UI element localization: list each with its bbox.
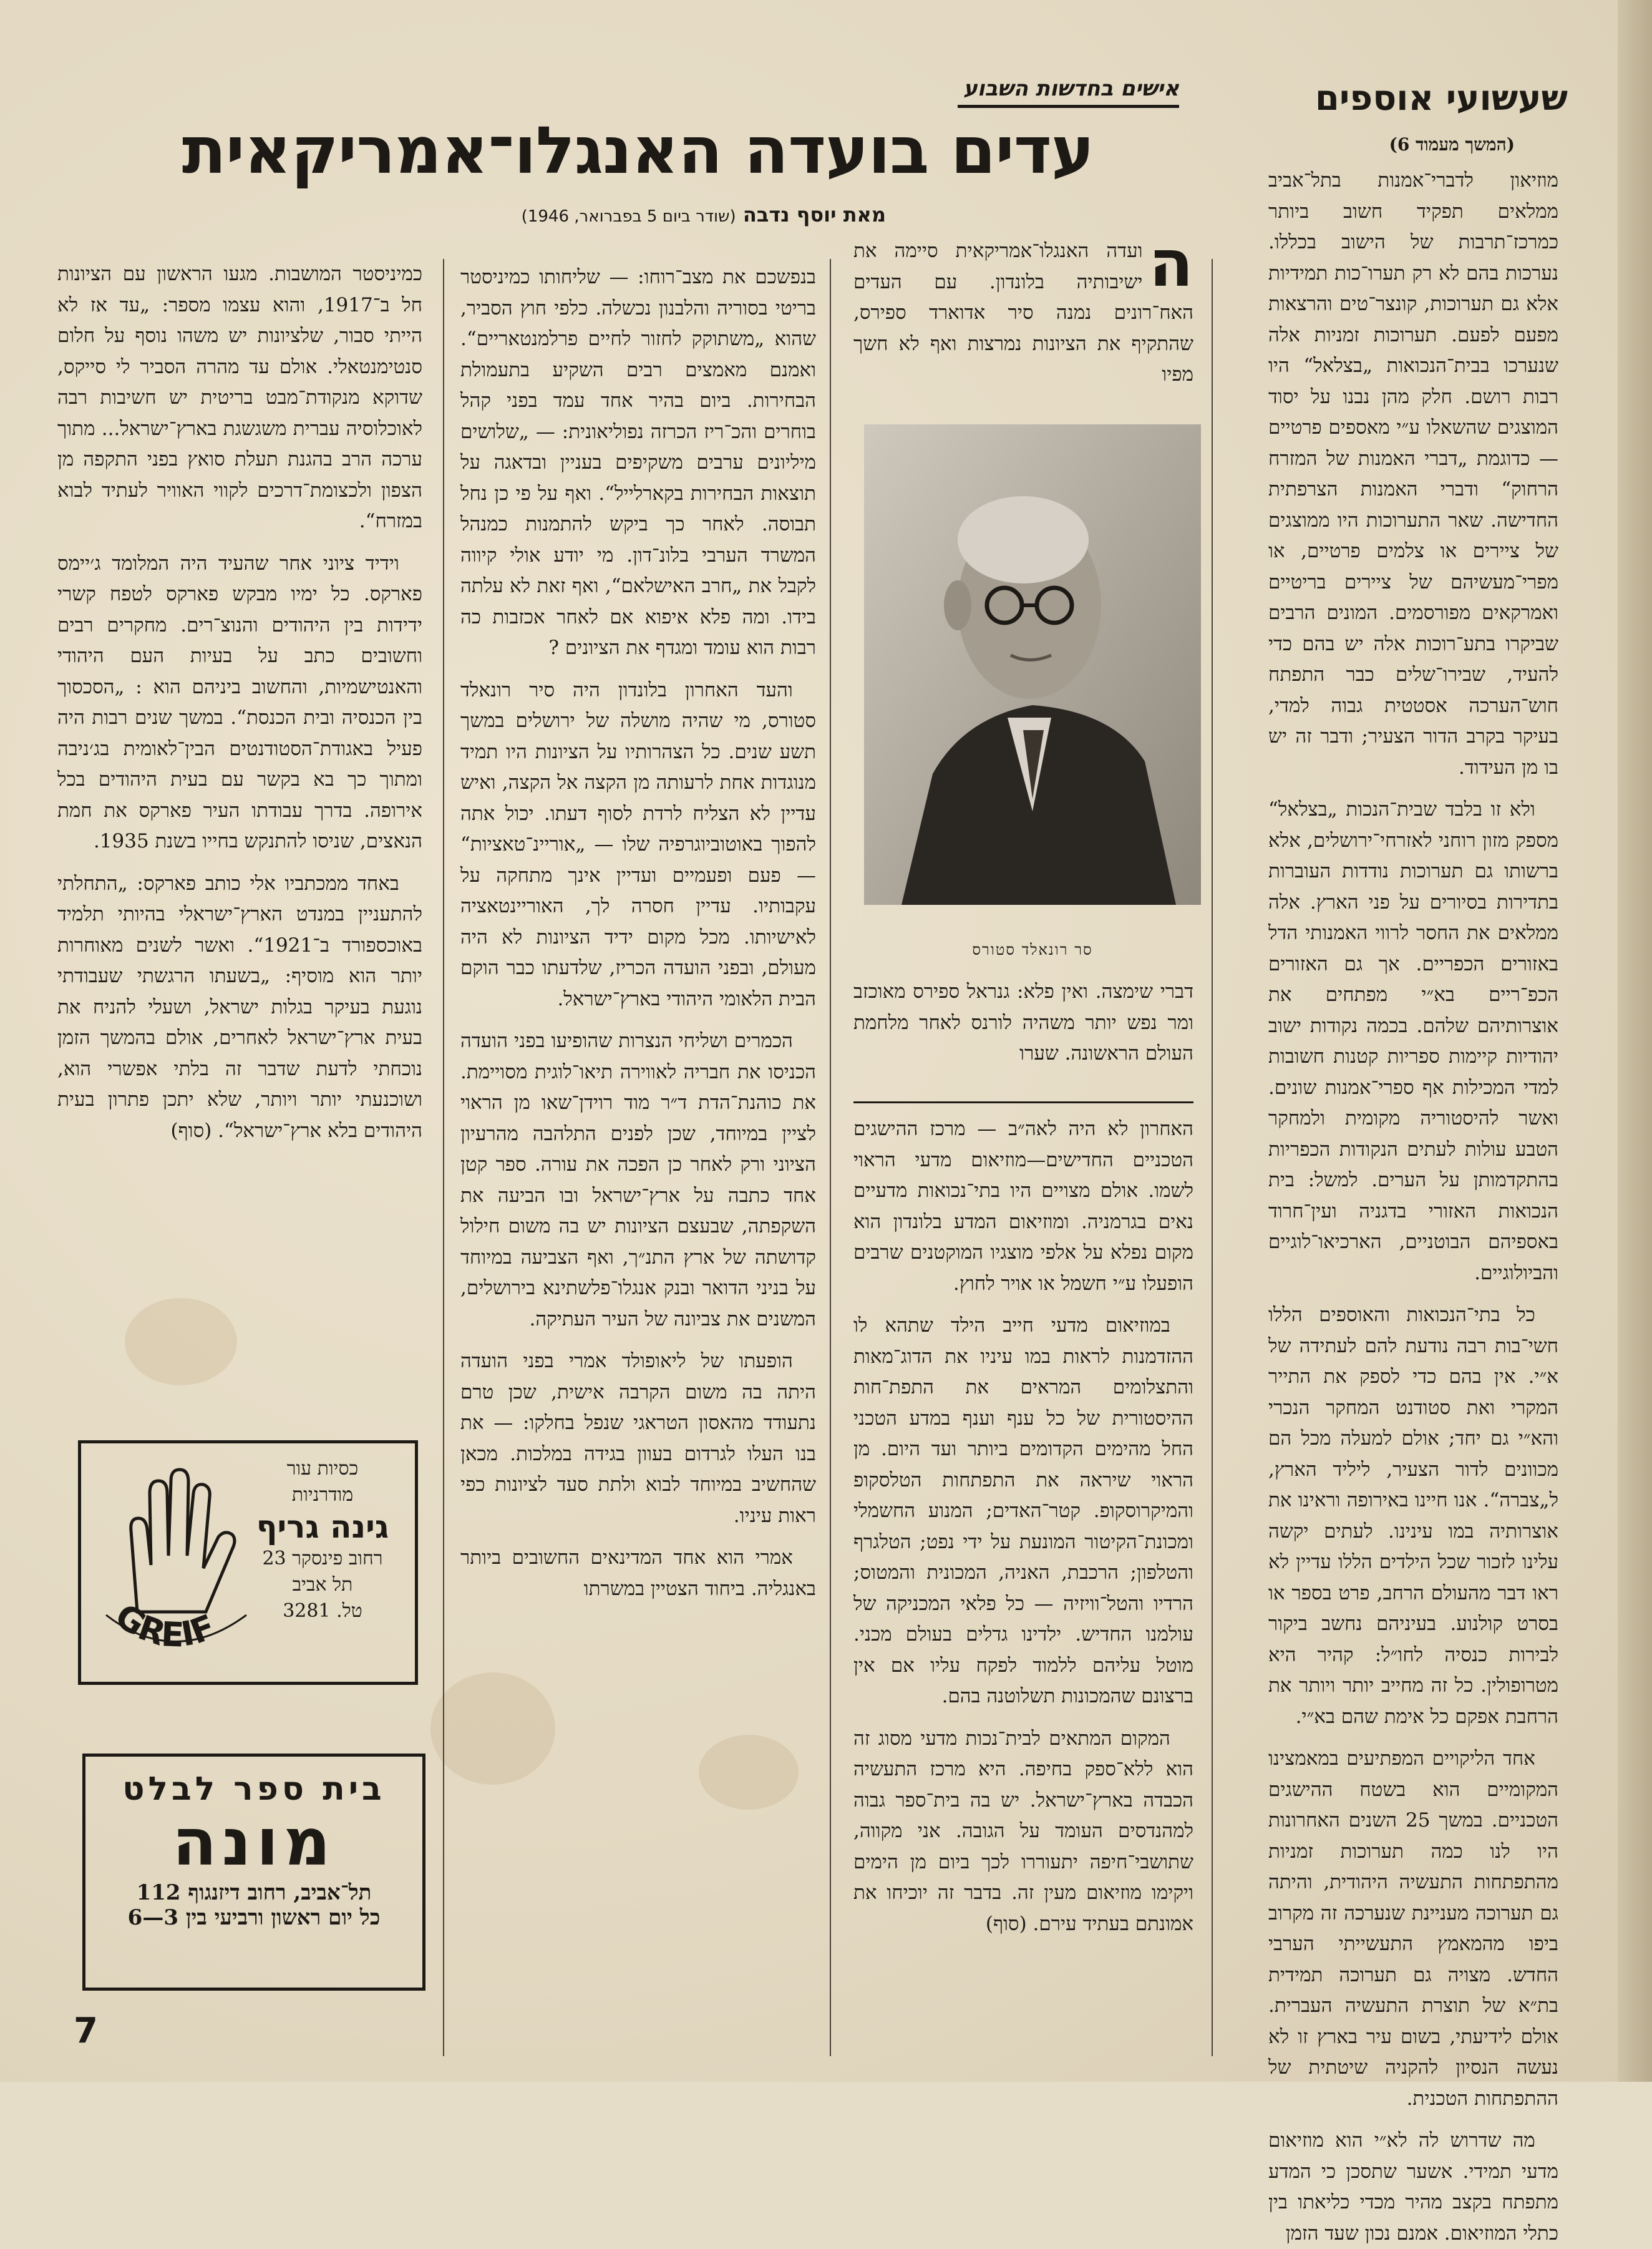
column-left	[57, 259, 422, 1417]
page-number: 7	[74, 2011, 98, 2051]
paragraph: כמיניסטר המושבות. מגעו הראשון עם הציונות חל ב־1917, והוא עצמו מספר: „עד אז לא הייתי סבור, שלציונות יש משהו נוסף על חלום סנטימנטאלי. אולם עד מהרה הסביר לי סייקס, שדוקא מנקודת־מבט בריטית יש חשיבות רבה לאוכלוסיה עברית משגשגת בארץ־ישראל... מתוך ערכה הרב בהגנת תעלת סואץ בפני התקפה מן הצפון ולכצומת־דרכים לקווי האוויר לעתיד לבוא במזרח“.	[57, 263, 423, 532]
portrait-photo	[864, 424, 1201, 905]
paragraph: במוזיאום מדעי חייב הילד שתהא לו ההזדמנות לראות במו עיניו את הדוג־מאות והתצלומים המראים את התפת־חות ההיסטורית של כל ענף וענף במדע הטכני החל מהימים הקדומים ביותר ועד היום. מן הראוי שיראה את התפתחות הטלסקופ והמיקרוסקופ. קטר־האדים; המנוע החשמלי ומכונת־הקיטור המונעת על ידי נפט; הטלגרף והטלפון; הרכבת, האניה, המכונית והמטוס; הרדיו והטל־וויזיה — כל פלאי המכניקה של עולמנו החדיש. ילדינו גדלים בעולם מכני. מוטל עליהם ללמוד לפקח עליו אם אין ברצונם שהמכונות תשלוטנה בהם.	[853, 1314, 1193, 1707]
paragraph: בנפשכם את מצב־רוחו: — שליחותו כמיניסטר בריטי בסוריה והלבנון נכשלה. כלפי חוץ הסביר, שהוא „משתוקק לחזור לחיים פרלמנטאריים“. ואמנם מאמצים רבים השקיע בתעמולת הבחירות. ביום בהיר אחד עמד בפני קהל בוחרים והכ־ריז הכרזה נפוליאונית: — „שלושים מיליונים ערבים משקיפים בעניין ובדאגה על תוצאות הבחירות בקארלייל“. ואף על פי כן נחל תבוסה. לאחר כך ביקש להתמנות כמנהל המשרד הערבי בלונ־דון. מי יודע אולי קיווה לקבל את „חרב האישלאם“, ואף זאת לא עלתה בידו. ומה פלא איפוא אם לאחר אכזבות כה רבות הוא עומד ומגדף את הציונים ?	[460, 266, 816, 659]
glove-brand-logo: GREIF	[108, 1596, 221, 1655]
drop-cap: ה	[1149, 225, 1193, 301]
article-byline	[437, 203, 886, 227]
paragraph: מה שדרוש לה לא״י הוא מוזיאום מדעי תמידי. אשער שתסכן כי המדע מתפתח בקצב מהיר מכדי כליאתו בין כתלי המוזיאום. אמנם נכון שעד הזמן	[1268, 2129, 1558, 2245]
author-name: מאת יוסף נדבה	[742, 203, 886, 227]
section-rule	[853, 1101, 1193, 1103]
paragraph: וידיד ציוני אחר שהעיד היה המלומד ג׳יימס פארקס. כל ימיו מבקש פארקס לטפח קשרי ידידות בין היהודים והנוצ־רים. מחקרים רבים וחשובים כתב על בעיות העם היהודי והאנטישמיות, והחשוב ביניהם הוא : „הסכסוך בין הכנסיה ובית הכנסת“. במשך שנים רבות היה פעיל באגודת־הסטודנטים הבין־לאומית בג׳ניבה ומתוך כך בא בקשר עם בעית היהודים בכל אירופה. בדרך עבודתו העיר פארקס את חמת הנאצים, שניסו להתנקש בחייו בשנת 1935.	[57, 552, 422, 852]
photo-caption: סר רונאלד סטורס	[972, 941, 1093, 959]
paragraph: המקום המתאים לבית־נכות מדעי מסוג זה הוא ללא־ספק בחיפה. היא מרכז התעשיה הכבדה בארץ־ישראל. יש בה בית־ספר גבוה למהנדסים העומד על הגובה. אני מקווה, שתושבי־חיפה יתעוררו לכך ביום מן הימים ויקימו מוזיאום מעין זה. בדבר זה יוכיחו את אמונתם בעתיד עירם. (סוף)	[853, 1727, 1193, 1935]
column-right	[1268, 165, 1558, 2245]
ad-address: תל־אביב, רחוב דיזנגוף 112	[136, 1880, 372, 1905]
shop-name: גינה גריף	[256, 1509, 389, 1545]
column-middle	[460, 262, 816, 2059]
broadcast-note: (שודר ביום 5 בפברואר, 1946)	[521, 207, 736, 226]
paragraph: אחד הליקויים המפתיעים במאמצינו המקומיים הוא בשטח ההישגים הטכניים. במשך 25 השנים האחרונות היו לנו כמה תערוכות זמניות מהתפתחות התעשיה היהודית, והיתה גם תערוכה מעניינת שנערכה זה מקרוב ביפו מהמאמץ התעשייתי הערבי החדש. מצויה גם תערוכה תמידית בת״א של תוצרת התעשיה העברית. אולם לידיעתי, בשום עיר בארץ זו לא נעשה הנסיון להקניה שיטתית של ההתפתחות הטכנית.	[1268, 1747, 1558, 2110]
paragraph: הכמרים ושליחי הנצרות שהופיעו בפני הועדה הכניסו את חבריה לאווירה תיאו־לוגית מסויימת. את כוהנת־הדת ד״ר מוד רוידן־שאו מן הראוי לציין במיוחד, שכן לפנים התלהבה מהרעיון הציוני ורק לאחר כן הפכה את עורה. ספר קטן אחד כתבה על ארץ־ישראל ובו הביעה את השקפתה, שבעצם הציונות יש בה משום חילול קדושתה של ארץ התנ״ך, ואף הצביעה במיוחד על בניני הדואר ובנק אנגלו־פלשתינא בירושלים, המשנים את צביונה של העיר העתיקה.	[460, 1030, 816, 1330]
paragraph: ולא זו בלבד שבית־הנכות „בצלאל“ מספק מזון רוחני לאזרחי־ירושלים, אלא ברשותו גם תערוכות נודדות העוברות בתדירות בסיורים על פני הארץ. אלה ממלאים את החסר לרווי האמנותי הדל באזורים הכפריים. אך גם האזורים הכפ־ריים בא״י מפתחים את אוצרותיהם שלהם. בכמה נקודות ישוב יהודיות קיימות ספריות קטנות חשובות למדי המכילות אף ספרי־אמנות שונים. ואשר להיסטוריה מקומית ולמחקר הטבע עולות לעתים הנקודות הכפריות בהתקדמותן על הערים. למשל: בית הנכואות האזורי בדגניה ועין־חרוד באספיהם הבוטניים, הארכיאו־לוגיים והביולוגיים.	[1268, 798, 1558, 1284]
glove-logo-icon	[94, 1456, 256, 1668]
column-divider	[830, 259, 831, 2056]
ad-heading: בית ספר לבלט	[122, 1770, 386, 1808]
ad-line: מודרניות	[291, 1484, 354, 1506]
column-museum-continuation	[853, 1114, 1193, 2056]
binding-gutter	[1618, 0, 1652, 2082]
ballet-school-advertisement	[82, 1754, 425, 1991]
section-header-left: אישים בחדשות השבוע	[958, 76, 1179, 108]
gloves-advertisement	[78, 1440, 418, 1685]
ad-line: כסיות עור	[286, 1458, 359, 1480]
paragraph: כל בתי־הנכואות והאוספים הללו חשי־בות רבה נודעת להם לעתידה של א״י. אין בהם כדי לספק את התייר המקרי ואת סטודנט המחקר הנכרי והא״י גם יחד; אולם למעלה מכל הם מכוונים לדור הצעיר, ליליד הארץ, ל„צברה“. אנו חיינו באירופה וראינו את אוצרותיה במו עינינו. לעתים יקשה עלינו לזכור שכל הילדים הללו עדיין לא ראו דבר מהעולם הרחב, פרט בספר או בסרט קולנוע. בעיניהם נחשב ביקור לבירות כנסיה לחו״ל: קהיר היא מטרופולין. כל זה מחייב יותר ויותר את הרחבת אפקם כל אימת שהם בא״י.	[1268, 1304, 1558, 1728]
shop-street: רחוב פינסקר 23	[262, 1548, 383, 1569]
paragraph: הופעתו של ליאופולד אמרי בפני הועדה היתה בה משום הקרבה אישית, שכן טרם נתעודד מהאסון הטראגי שנפל בחלקו: — את בנו העלו לגרדום בעוון בגידה במלכות. מכאן שהחשיב במיוחד לבוא ולתת סעד לציונות כפי ראות עיניו.	[460, 1350, 816, 1527]
ad-hours: כל יום ראשון ורביעי בין 3—6	[127, 1905, 381, 1930]
paragraph: דברי שימצה. ואין פלא: גנראל ספירס מאוכזב ומר נפש יותר משהיה לורנס לאחר מלחמת העולם הראשונה. שערו	[853, 980, 1193, 1065]
continued-note: (המשך מעמוד 6)	[1389, 134, 1515, 155]
paragraph: והעד האחרון בלונדון היה סיר רונאלד סטורס, מי שהיה מושלה של ירושלים במשך תשע שנים. כל הצהרותיו על הציונות היו תמיד מנוגדות אחת לרעותה מן הקצה אל הקצה, ואיש עדיין לא הצליח לרדת לסוף דעתו. יכול אתה להפוך באוטוביוגרפיה שלו — „אוריינ־טאציות“ — פעם ופעמיים ועדיין אינך מתחקה על עקבותיו. עדיין חסרה לך, האוריינטאציה לאישיותו. מכל מקום ידיד הציונות לא היה מעולם, ובפני הועדה הכריז, שלדעתו כבר הוקם הבית הלאומי היהודי בארץ־ישראל.	[460, 678, 816, 1010]
section-header-right: שעשועי אוספים	[1314, 78, 1568, 119]
lead-text: ועדה האנגלו־אמריקאית סיימה את ישיבותיה בלונדון. עם העדים האח־רונים נמנה סיר אדוארד ספירס, שהתקיף את הציונות נמרצות ואף לא חשך מפיו	[853, 240, 1193, 386]
shop-city: תל אביב	[292, 1574, 353, 1596]
column-article-after-photo	[853, 977, 1193, 1089]
paragraph: אמרי הוא אחד המדינאים החשובים ביותר באנגליה. ביחוד הצטיין במשרתו	[460, 1546, 816, 1600]
paragraph	[853, 225, 1193, 391]
ad-name: מונה	[172, 1804, 336, 1880]
column-divider	[443, 259, 444, 2056]
paragraph: האחרון לא היה לאה״ב — מרכז ההישגים הטכניים החדישים—מוזיאום מדעי הראוי לשמו. אולם מצויים היו בתי־נכואות מדעיים נאים בגרמניה. ומוזיאום המדע בלונדון הוא מקום נפלא על אלפי מוצגיו המוקטנים שרבים הופעלו ע״י חשמל או אויר לחוץ.	[853, 1118, 1193, 1295]
paragraph: מוזיאון לדברי־אמנות בתל־אביב ממלאים תפקיד חשוב ביותר כמרכז־תרבות של הישוב בכללו. נערכות בהם לא רק תערו־כות תמידיות אלא גם תערוכות, קונצר־טים והרצאות מפעם לפעם. תערוכות זמניות אלה שנערכו בבית־הנכואות „בצלאל“ היו רבות רושם. חלק מהן נבנו על יסוד המוצגים שהשאלו ע״י מאספים פרטיים — כדוגמת „דברי האמנות של המזרח הרחוק“ ודברי האמנות הצרפתית החדישה. שאר התערוכות היו ממוצגים של ציירים או צלמים פרטיים, או מפרי־מעשיהם של ציירים בריטיים ואמרקאים מפורסמים. המונים הרבים שביקרו בתע־רוכות אלה יש בהם כדי להעיד, שבירו־שלים כבר התפתח חוש־הערכה אסטטית גבוה למדי, בעיקר בקרב הדור הצעיר; ודבר זה יש בו מן העידוד.	[1268, 169, 1558, 779]
paragraph: באחד ממכתביו אלי כותב פארקס: „התחלתי להתעניין במנדט הארץ־ישראלי בהיותי תלמיד באוכספורד ב־1921“. ואשר לשנים מאוחרות יותר הוא מוסיף: „בשעתו הרגשתי שעבודתי נוגעת בעיקר בגלות ישראל, ושעלי להניח את בעית ארץ־ישראל לאחרים, אולם בהמשך הזמן נוכחתי לדעת שדבר זה בלתי אפשרי הוא, ושוכנעתי יותר ויותר, שלא יתכן פתרון בעית היהודים בלא ארץ־ישראל“. (סוף)	[57, 872, 422, 1142]
gloves-ad-text	[241, 1456, 404, 1624]
column-divider	[1212, 259, 1213, 2056]
article-title: עדים בועדה האנגלו־אמריקאית	[182, 112, 1094, 188]
shop-phone: טל. 3281	[283, 1600, 362, 1622]
